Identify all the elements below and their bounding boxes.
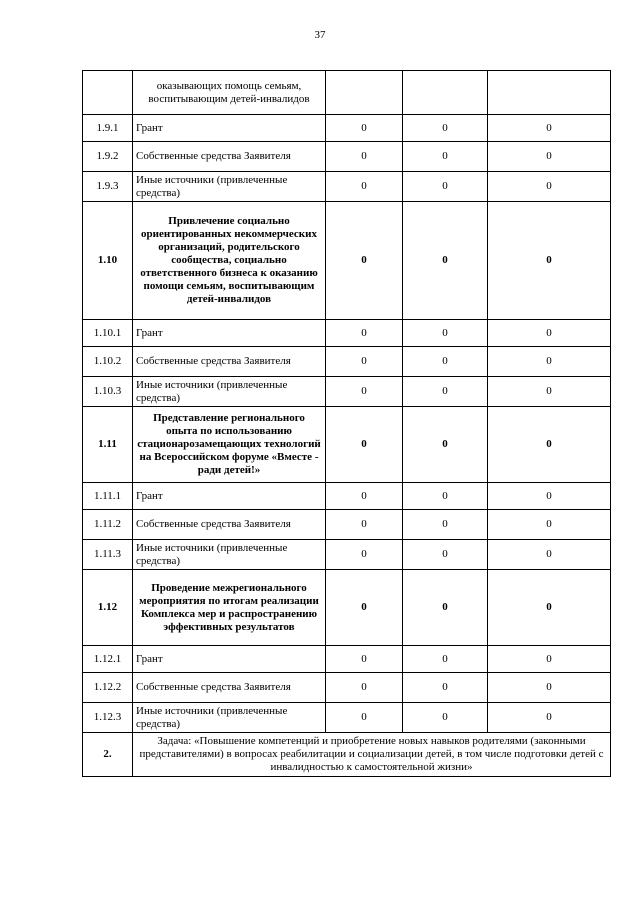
row-value-3: 0	[488, 646, 611, 673]
row-number: 1.11.2	[83, 510, 133, 540]
row-value-3: 0	[488, 320, 611, 347]
row-value-2: 0	[403, 115, 488, 142]
row-value-2: 0	[403, 510, 488, 540]
row-value-2: 0	[403, 646, 488, 673]
row-value-3: 0	[488, 570, 611, 646]
row-number: 1.10	[83, 202, 133, 320]
row-name: Проведение межрегионального мероприятия по итогам реализации Комплекса мер и распространению эффективных результатов	[133, 570, 326, 646]
row-value-1: 0	[326, 570, 403, 646]
row-number: 1.12	[83, 570, 133, 646]
row-name: Иные источники (привлеченные средства)	[133, 377, 326, 407]
row-value-1: 0	[326, 202, 403, 320]
row-number: 1.12.2	[83, 673, 133, 703]
row-number: 1.9.3	[83, 172, 133, 202]
row-number: 1.9.1	[83, 115, 133, 142]
task-text: Задача: «Повышение компетенций и приобретение новых навыков родителями (законными представителями) в вопросах реабилитации и социализации детей, в том числе подготовки детей с инвалидностью к самостоятельной жизни»	[133, 733, 611, 777]
row-value-3: 0	[488, 347, 611, 377]
row-value-2: 0	[403, 540, 488, 570]
row-value-2: 0	[403, 202, 488, 320]
row-name: Грант	[133, 320, 326, 347]
row-value-1: 0	[326, 646, 403, 673]
row-value-1: 0	[326, 703, 403, 733]
row-value-1: 0	[326, 673, 403, 703]
table-row	[83, 71, 611, 115]
row-value-1: 0	[326, 540, 403, 570]
row-value-2: 0	[403, 377, 488, 407]
row-number: 1.12.1	[83, 646, 133, 673]
row-number: 1.11.1	[83, 483, 133, 510]
row-value-2: 0	[403, 570, 488, 646]
table-row	[83, 483, 611, 510]
row-value-1: 0	[326, 483, 403, 510]
row-number: 1.10.3	[83, 377, 133, 407]
row-value-1	[326, 71, 403, 115]
table-row	[83, 115, 611, 142]
row-name: Грант	[133, 483, 326, 510]
row-number: 1.9.2	[83, 142, 133, 172]
row-value-3: 0	[488, 172, 611, 202]
budget-table	[82, 70, 611, 777]
row-value-3: 0	[488, 510, 611, 540]
row-number: 1.12.3	[83, 703, 133, 733]
row-value-2: 0	[403, 347, 488, 377]
table-row	[83, 142, 611, 172]
budget-table-body	[83, 71, 611, 777]
row-value-2: 0	[403, 703, 488, 733]
row-value-1: 0	[326, 115, 403, 142]
row-value-2: 0	[403, 483, 488, 510]
row-name: Грант	[133, 646, 326, 673]
row-value-2: 0	[403, 172, 488, 202]
table-row	[83, 540, 611, 570]
row-value-3: 0	[488, 483, 611, 510]
table-row	[83, 646, 611, 673]
row-value-3: 0	[488, 540, 611, 570]
table-row	[83, 347, 611, 377]
table-row	[83, 510, 611, 540]
row-number	[83, 71, 133, 115]
row-name: Иные источники (привлеченные средства)	[133, 703, 326, 733]
row-value-3: 0	[488, 703, 611, 733]
row-name: Собственные средства Заявителя	[133, 510, 326, 540]
row-value-1: 0	[326, 320, 403, 347]
task-number: 2.	[83, 733, 133, 777]
row-name: Иные источники (привлеченные средства)	[133, 172, 326, 202]
task-row	[83, 733, 611, 777]
row-name: Иные источники (привлеченные средства)	[133, 540, 326, 570]
row-value-1: 0	[326, 407, 403, 483]
table-row	[83, 703, 611, 733]
row-value-2: 0	[403, 407, 488, 483]
table-row	[83, 172, 611, 202]
row-name: Представление регионального опыта по использованию стационарозамещающих технологий на Всероссийском форуме «Вместе - ради детей!»	[133, 407, 326, 483]
row-number: 1.11	[83, 407, 133, 483]
row-value-2	[403, 71, 488, 115]
row-value-2: 0	[403, 142, 488, 172]
row-value-3: 0	[488, 377, 611, 407]
row-name: Собственные средства Заявителя	[133, 347, 326, 377]
row-number: 1.10.1	[83, 320, 133, 347]
row-value-1: 0	[326, 510, 403, 540]
table-row	[83, 407, 611, 483]
page-number: 37	[314, 29, 326, 41]
row-value-1: 0	[326, 172, 403, 202]
row-value-1: 0	[326, 377, 403, 407]
row-name: Собственные средства Заявителя	[133, 142, 326, 172]
row-value-3: 0	[488, 142, 611, 172]
row-value-3: 0	[488, 673, 611, 703]
row-number: 1.10.2	[83, 347, 133, 377]
row-value-2: 0	[403, 673, 488, 703]
table-row	[83, 570, 611, 646]
table-row	[83, 202, 611, 320]
table-row	[83, 377, 611, 407]
row-value-1: 0	[326, 142, 403, 172]
row-value-3	[488, 71, 611, 115]
row-value-2: 0	[403, 320, 488, 347]
table-row	[83, 320, 611, 347]
row-name: Привлечение социально ориентированных некоммерческих организаций, родительского сообщества, социально ответственного бизнеса к оказанию помощи семьям, воспитывающим детей-инвалидов	[133, 202, 326, 320]
row-number: 1.11.3	[83, 540, 133, 570]
row-name: оказывающих помощь семьям, воспитывающим детей-инвалидов	[133, 71, 326, 115]
row-value-3: 0	[488, 407, 611, 483]
row-name: Грант	[133, 115, 326, 142]
row-name: Собственные средства Заявителя	[133, 673, 326, 703]
table-row	[83, 673, 611, 703]
row-value-3: 0	[488, 202, 611, 320]
row-value-3: 0	[488, 115, 611, 142]
row-value-1: 0	[326, 347, 403, 377]
